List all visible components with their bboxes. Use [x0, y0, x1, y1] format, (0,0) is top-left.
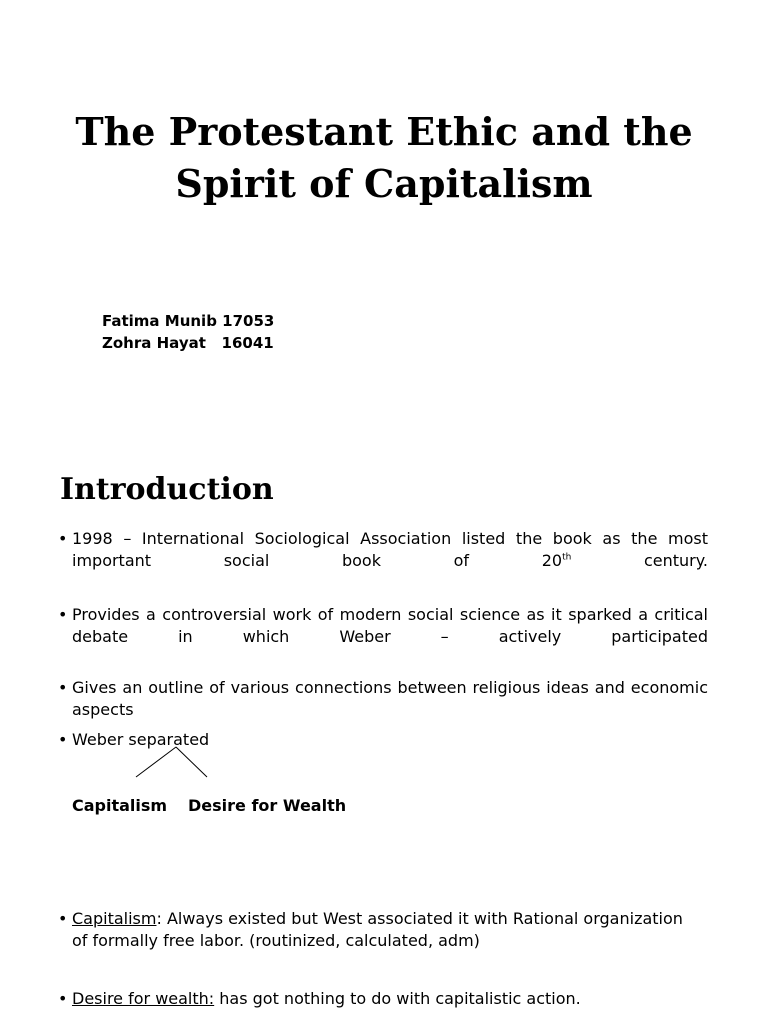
bullet-item	[58, 677, 708, 721]
slide-title	[0, 106, 768, 210]
bullet-item	[58, 604, 708, 648]
author-2: Zohra Hayat 16041	[102, 334, 274, 352]
bullet-dot: •	[58, 678, 68, 697]
bullet-item	[58, 528, 708, 572]
author-1: Fatima Munib 17053	[102, 312, 275, 330]
bullet-text: 1998 – International Sociological Association listed the book as the most important social book of 20th century.	[72, 529, 708, 570]
branch-diagram	[130, 744, 220, 784]
bullet-dot: •	[58, 605, 68, 624]
bullet-dot: •	[58, 989, 68, 1008]
bullet-text: Provides a controversial work of modern social science as it sparked a critical debate in which Weber – actively participated	[72, 605, 708, 646]
bullet-text: Desire for wealth: has got nothing to do with capitalistic action.	[72, 989, 581, 1008]
bullet-text: Capitalism: Always existed but West associated it with Rational organization of formally free labor. (routinized, calculated, adm)	[72, 909, 683, 950]
superscript: th	[562, 552, 572, 563]
term-desire-for-wealth: Desire for wealth:	[72, 989, 215, 1008]
bullet-text: Gives an outline of various connections between religious ideas and economic aspects	[72, 678, 708, 719]
bullet-text: Weber separated	[72, 730, 210, 749]
branch-line-left	[136, 747, 176, 777]
slide-title-line-2: Spirit of Capitalism	[175, 161, 593, 206]
bullet-dot: •	[58, 730, 68, 749]
term-capitalism: Capitalism	[72, 909, 157, 928]
bullet-item	[58, 988, 708, 1010]
branch-label-desire-for-wealth: Desire for Wealth	[188, 796, 347, 815]
slide-title-line-1: The Protestant Ethic and the	[75, 109, 693, 154]
bullet-dot: •	[58, 909, 68, 928]
branch-line-right	[176, 747, 207, 777]
branch-label-capitalism: Capitalism	[72, 796, 168, 815]
section-heading: Introduction	[60, 472, 274, 507]
bullet-item	[58, 908, 698, 952]
authors-block	[102, 310, 274, 354]
bullet-dot: •	[58, 529, 68, 548]
